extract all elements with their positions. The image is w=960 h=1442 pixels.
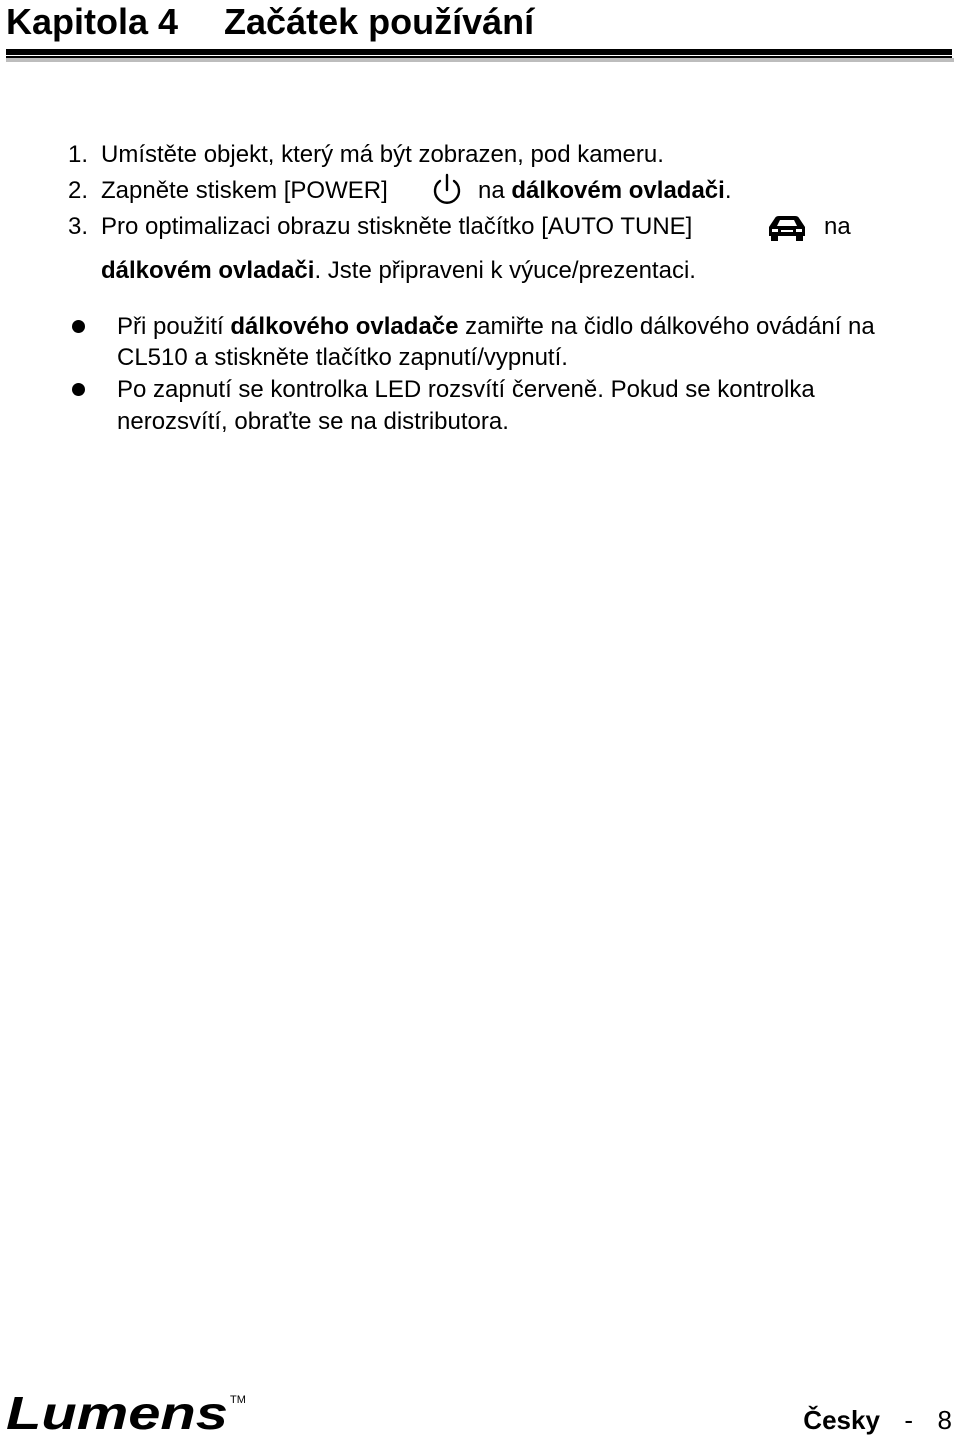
bullet-icon	[72, 383, 85, 396]
step-3-number: 3.	[68, 213, 89, 240]
step-3-ready-text: . Jste připraveni k výuce/prezentaci.	[314, 257, 696, 284]
heading-rule	[6, 49, 952, 55]
footer-language: Česky	[803, 1405, 880, 1435]
note-1-bold: dálkového ovladače	[230, 313, 459, 340]
chapter-number: Kapitola 4	[6, 1, 179, 42]
heading-rule-shadow	[6, 58, 954, 62]
step-3-on: na	[824, 213, 851, 240]
chapter-heading	[6, 0, 534, 44]
step-3-text: Pro optimalizaci obrazu stiskněte tlačítko [AUTO TUNE]	[101, 213, 693, 240]
power-icon	[430, 172, 464, 208]
note-1-line1	[117, 312, 875, 342]
step-2-remote-bold: dálkovém ovladači	[511, 177, 725, 204]
step-2-text: Zapněte stiskem [POWER]	[101, 177, 388, 204]
note-2-line1: Po zapnutí se kontrolka LED rozsvítí červeně. Pokud se kontrolka	[117, 376, 815, 403]
note-1-post: zamiřte na čidlo dálkového ovádání na	[458, 313, 875, 340]
chapter-title: Začátek používání	[224, 1, 535, 42]
note-2-line2: nerozsvítí, obraťte se na distributora.	[117, 408, 509, 435]
step-2-number: 2.	[68, 177, 89, 204]
step-3-remote-bold: dálkovém ovladači	[101, 257, 315, 284]
trademark-mark: TM	[230, 1394, 246, 1406]
note-1-pre: Při použití	[117, 313, 231, 340]
page-number: 8	[937, 1405, 952, 1435]
step-3-line2	[101, 256, 696, 286]
note-1-line2: CL510 a stiskněte tlačítko zapnutí/vypnutí.	[117, 344, 568, 371]
brand-text: Lumens	[6, 1387, 228, 1439]
step-2-period: .	[724, 177, 732, 204]
page-footer	[803, 1404, 952, 1436]
step-1-text: Umístěte objekt, který má být zobrazen, pod kameru.	[101, 141, 664, 168]
bullet-icon	[72, 320, 85, 333]
car-icon	[764, 209, 810, 245]
step-2-on: na	[478, 177, 512, 204]
footer-separator: -	[904, 1405, 914, 1435]
lumens-logo	[4, 1386, 254, 1442]
step-1-number: 1.	[68, 141, 89, 168]
step-2-remote	[478, 176, 731, 206]
